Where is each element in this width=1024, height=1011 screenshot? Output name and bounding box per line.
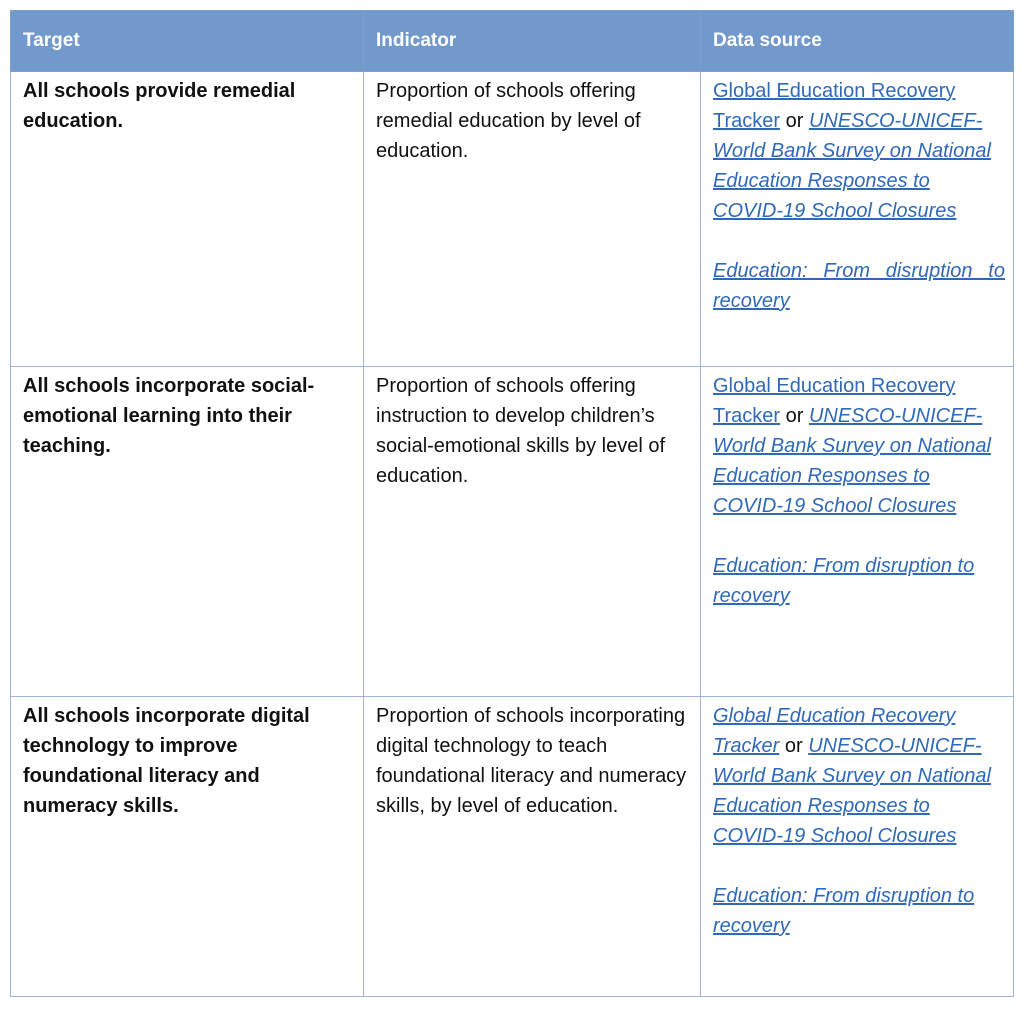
or-text: or — [780, 110, 809, 132]
or-text: or — [780, 405, 809, 427]
global-education-recovery-tracker-link[interactable]: Global Education Recovery Tracker — [713, 80, 956, 132]
table-row — [11, 367, 1014, 697]
indicator-cell: Proportion of schools offering instruction to develop children’s social-emotional skills by level of education. — [364, 367, 701, 697]
header-data-source: Data source — [701, 11, 1014, 72]
data-source-cell — [701, 697, 1014, 997]
education-disruption-recovery-wrapper — [713, 256, 1005, 316]
or-text: or — [779, 735, 809, 757]
unesco-unicef-survey-link[interactable]: UNESCO-UNICEF-World Bank Survey on National Education Responses to COVID-19 School Closures — [713, 735, 991, 847]
table-row — [11, 697, 1014, 997]
indicator-cell: Proportion of schools incorporating digital technology to teach foundational literacy and numeracy skills, by level of education. — [364, 697, 701, 997]
education-disruption-recovery-link[interactable]: Education: From disruption to recovery — [713, 555, 975, 607]
header-indicator: Indicator — [364, 11, 701, 72]
global-education-recovery-tracker-link[interactable]: Global Education Recovery Tracker — [713, 705, 956, 757]
data-source-cell — [701, 72, 1014, 367]
data-source-cell — [701, 367, 1014, 697]
education-disruption-recovery-link[interactable]: Education: From disruption to recovery — [713, 260, 1005, 312]
indicator-cell: Proportion of schools offering remedial education by level of education. — [364, 72, 701, 367]
global-education-recovery-tracker-link[interactable]: Global Education Recovery Tracker — [713, 375, 956, 427]
target-cell: All schools incorporate digital technology to improve foundational literacy and numeracy skills. — [11, 697, 364, 997]
unesco-unicef-survey-link[interactable]: UNESCO-UNICEF-World Bank Survey on National Education Responses to COVID-19 School Closures — [713, 110, 991, 222]
education-disruption-recovery-link[interactable]: Education: From disruption to recovery — [713, 885, 975, 937]
table-header-row — [11, 11, 1014, 72]
unesco-unicef-survey-link[interactable]: UNESCO-UNICEF-World Bank Survey on National Education Responses to COVID-19 School Closures — [713, 405, 991, 517]
indicator-table — [10, 10, 1014, 997]
table-row — [11, 72, 1014, 367]
target-cell: All schools provide remedial education. — [11, 72, 364, 367]
header-target: Target — [11, 11, 364, 72]
target-cell: All schools incorporate social-emotional learning into their teaching. — [11, 367, 364, 697]
